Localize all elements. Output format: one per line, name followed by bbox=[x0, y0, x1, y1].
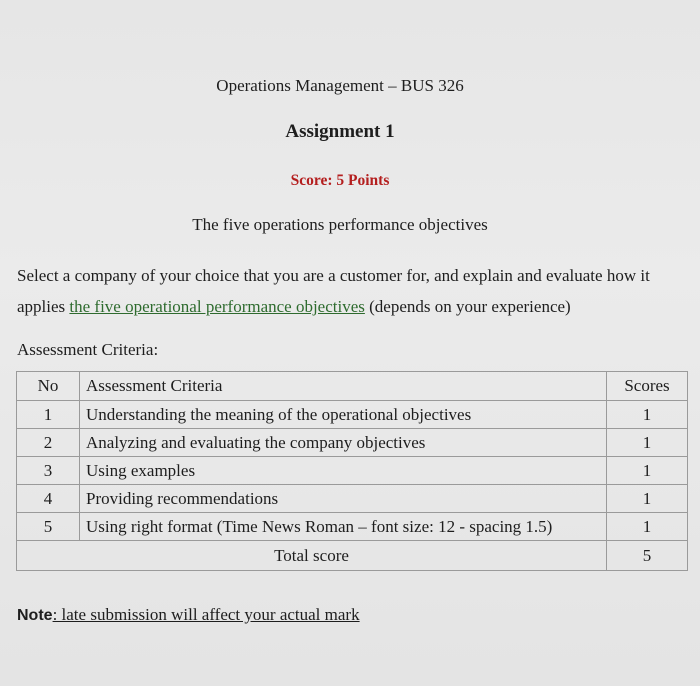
row-no: 1 bbox=[17, 401, 80, 429]
header-criteria: Assessment Criteria bbox=[80, 372, 607, 401]
row-score: 1 bbox=[607, 457, 688, 485]
table-row bbox=[17, 429, 688, 457]
row-score: 1 bbox=[607, 429, 688, 457]
row-criteria: Understanding the meaning of the operational objectives bbox=[80, 401, 607, 429]
total-label: Total score bbox=[17, 541, 607, 571]
assessment-criteria-label: Assessment Criteria: bbox=[17, 340, 159, 359]
row-score: 1 bbox=[607, 401, 688, 429]
assignment-title: Assignment 1 bbox=[285, 121, 395, 142]
row-no: 5 bbox=[17, 513, 80, 541]
row-score: 1 bbox=[607, 485, 688, 513]
instructions-paragraph bbox=[17, 260, 687, 322]
row-criteria: Providing recommendations bbox=[80, 485, 607, 513]
assessment-table bbox=[16, 371, 688, 571]
objectives-link[interactable]: the five operational performance objectives bbox=[69, 297, 365, 316]
row-no: 3 bbox=[17, 457, 80, 485]
note-text: : late submission will affect your actual mark bbox=[52, 605, 360, 624]
subtitle: The five operations performance objectives bbox=[192, 215, 488, 234]
header-no: No bbox=[17, 372, 80, 401]
total-row bbox=[17, 541, 688, 571]
score-label: Score: 5 Points bbox=[290, 172, 390, 189]
table-row bbox=[17, 457, 688, 485]
row-no: 2 bbox=[17, 429, 80, 457]
row-criteria: Analyzing and evaluating the company objectives bbox=[80, 429, 607, 457]
header-scores: Scores bbox=[607, 372, 688, 401]
instructions-text-before: Select a company of your choice that you are a customer for, and explain and evaluate how it applies bbox=[17, 266, 650, 316]
row-score: 1 bbox=[607, 513, 688, 541]
row-no: 4 bbox=[17, 485, 80, 513]
row-criteria: Using right format (Time News Roman – font size: 12 - spacing 1.5) bbox=[80, 513, 607, 541]
note-label: Note bbox=[17, 607, 53, 624]
instructions-text-after: (depends on your experience) bbox=[364, 297, 571, 316]
total-score: 5 bbox=[607, 541, 688, 571]
table-row bbox=[17, 401, 688, 429]
row-criteria: Using examples bbox=[80, 457, 607, 485]
table-header-row bbox=[17, 372, 688, 401]
course-title: Operations Management – BUS 326 bbox=[216, 76, 464, 95]
table-row bbox=[17, 513, 688, 541]
note bbox=[17, 605, 360, 625]
table-row bbox=[17, 485, 688, 513]
